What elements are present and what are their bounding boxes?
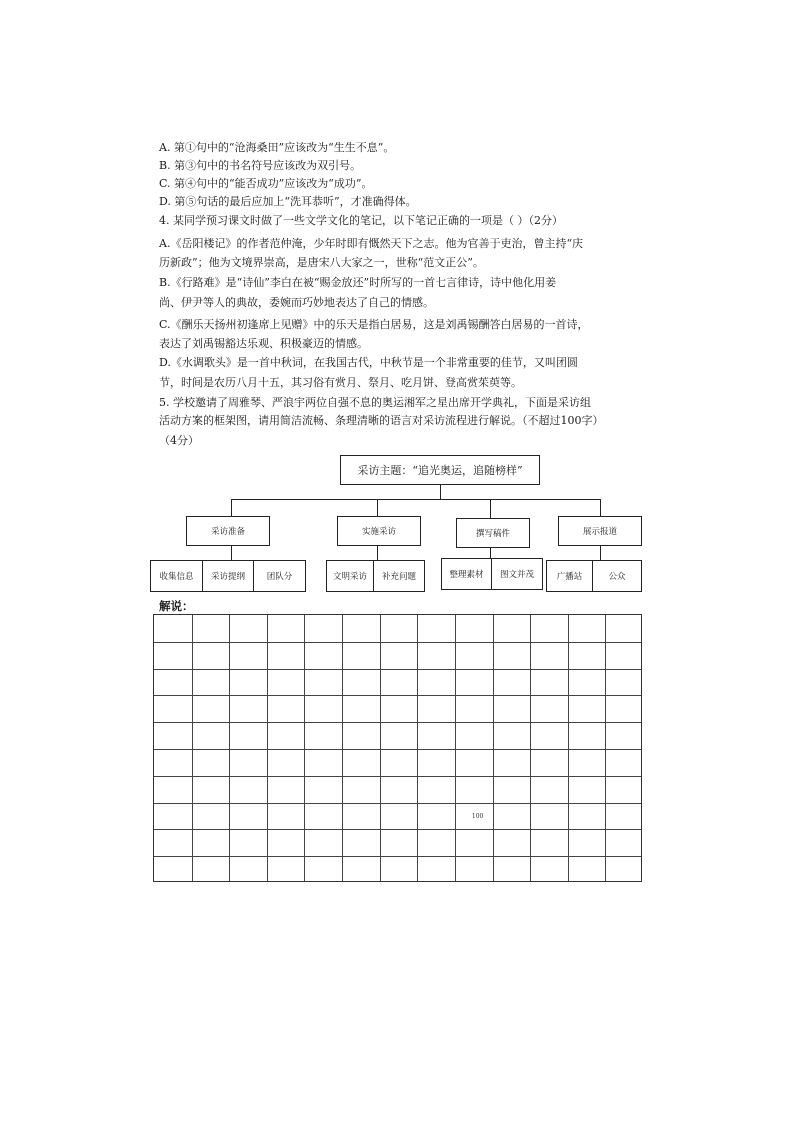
word-count-marker: 100 [471, 812, 484, 820]
grid-col-line [229, 615, 230, 881]
text-line: C.《酬乐天扬州初逢席上见赠》中的乐天是指白居易，这是刘禹锡酬答白居易的一首诗， [159, 318, 589, 331]
text-line: （4分） [159, 434, 199, 447]
text-line: D.《水调歌头》是一首中秋词，在我国古代，中秋节是一个非常重要的佳节，又叫团圆 [159, 356, 578, 369]
text-line: 表达了刘禹锡豁达乐观、积极豪迈的情感。 [159, 337, 368, 350]
child-text-images: 图文并茂 [491, 558, 543, 590]
grid-col-line [568, 615, 569, 881]
text-line: 尚、伊尹等人的典故，委婉而巧妙地表达了自己的情感。 [159, 296, 434, 309]
grid-col-line [417, 615, 418, 881]
child-collect-info: 收集信息 [150, 560, 203, 592]
child-supplement-questions: 补充问题 [373, 560, 425, 592]
diagram-topic: 采访主题：“追光奥运，追随榜样” [340, 455, 540, 485]
child-team-division: 团队分 [253, 560, 306, 592]
grid-col-line [192, 615, 193, 881]
child-interview-outline: 采访提纲 [202, 560, 254, 592]
grid-col-line [605, 615, 606, 881]
stage-conduct: 实施采访 [337, 516, 421, 546]
grid-col-line [493, 615, 494, 881]
child-civil-interview: 文明采访 [326, 560, 374, 592]
text-line: 活动方案的框架图，请用简洁流畅、条理清晰的语言对采访流程进行解说。（不超过100字） [159, 414, 604, 427]
text-line: B.《行路难》是“诗仙”李白在被“赐金放还”时所写的一首七言律诗，诗中他化用姜 [159, 276, 557, 289]
stage-prepare: 采访准备 [186, 516, 270, 546]
grid-col-line [342, 615, 343, 881]
text-line: A.《岳阳楼记》的作者范仲淹，少年时即有慨然天下之志。他为官善于吏治，曾主持“庆 [159, 237, 584, 250]
text-line: B. 第③句中的书名符号应该改为双引号。 [159, 159, 362, 172]
text-line: 历新政”；他为文境界崇高，是唐宋八大家之一，世称“范文正公”。 [159, 256, 484, 269]
text-line: A. 第①句中的“沧海桑田”应该改为“生生不息”。 [159, 141, 395, 154]
grid-col-line [455, 615, 456, 881]
stage-write: 撰写稿件 [456, 518, 530, 548]
child-public: 公众 [592, 560, 642, 592]
text-line: 节，时间是农历八月十五，其习俗有赏月、祭月、吃月饼、登高赏茱萸等。 [159, 376, 522, 389]
grid-col-line [530, 615, 531, 881]
child-broadcast: 广播站 [546, 560, 593, 592]
text-line: 4. 某同学预习课文时做了一些文学文化的笔记，以下笔记正确的一项是（ ）（2分） [159, 214, 563, 227]
text-line: 5. 学校邀请了周雅琴、严浪宇两位自强不息的奥运湘军之星出席开学典礼，下面是采访组 [159, 396, 591, 409]
stage-show: 展示报道 [558, 516, 642, 546]
answer-grid[interactable] [153, 614, 642, 882]
explain-label: 解说： [159, 599, 194, 613]
text-line: D. 第⑤句话的最后应加上“洗耳恭听”，才准确得体。 [159, 195, 417, 208]
text-line: C. 第④句中的“能否成功”应该改为“成功”。 [159, 177, 373, 190]
grid-col-line [267, 615, 268, 881]
grid-col-line [380, 615, 381, 881]
grid-col-line [304, 615, 305, 881]
child-organize-material: 整理素材 [441, 558, 492, 590]
